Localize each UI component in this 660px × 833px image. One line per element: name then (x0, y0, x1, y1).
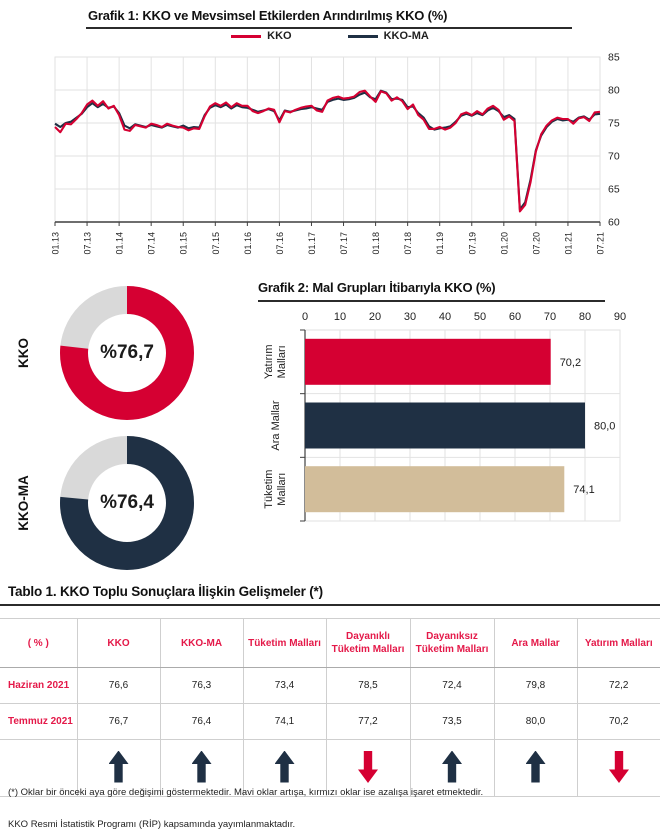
svg-text:07.20: 07.20 (531, 232, 542, 255)
grafik1-legend (0, 30, 660, 42)
mal-gruplari-bar-chart (255, 306, 660, 541)
svg-text:75: 75 (608, 117, 620, 130)
svg-text:20: 20 (368, 311, 382, 323)
kko-line-chart (0, 48, 660, 264)
trend-arrow-icon (109, 751, 129, 783)
svg-text:0: 0 (301, 311, 309, 323)
col-header-pct: ( % ) (0, 619, 77, 668)
svg-text:01.13: 01.13 (50, 232, 61, 255)
cell-temmuz-yatirim: 70,2 (577, 704, 660, 740)
trend-arrow-icon (609, 751, 629, 783)
row-label-temmuz: Temmuz 2021 (0, 704, 77, 740)
footnote-arrows: (*) Oklar bir önceki aya göre değişimi göstermektedir. Mavi oklar artışa, kırmızı oklar ise azalışa işaret etmektedir. (8, 787, 484, 798)
legend-label-kko-ma: KKO-MA (383, 30, 429, 42)
svg-text:01.15: 01.15 (178, 232, 189, 255)
svg-text:07.15: 07.15 (210, 232, 221, 255)
svg-text:07.16: 07.16 (274, 232, 285, 255)
svg-text:Malları: Malları (276, 345, 288, 379)
col-header-ara: Ara Mallar (494, 619, 577, 668)
svg-text:07.14: 07.14 (146, 232, 157, 255)
table-title-rule (0, 604, 660, 606)
svg-text:50: 50 (473, 311, 487, 323)
svg-text:Tüketim: Tüketim (263, 469, 275, 509)
table-row (0, 704, 660, 740)
donut-kko-ma (52, 428, 202, 578)
kko-summary-table (0, 618, 660, 797)
legend-item-kko (231, 30, 291, 42)
svg-text:40: 40 (438, 311, 452, 323)
legend-label-kko: KKO (267, 30, 292, 42)
trend-arrow-icon (442, 751, 462, 783)
trend-arrow-icon (526, 751, 546, 783)
cell-temmuz-kko-ma: 76,4 (160, 704, 243, 740)
svg-text:80: 80 (578, 311, 592, 323)
svg-text:60: 60 (508, 311, 522, 323)
svg-text:70,2: 70,2 (559, 356, 582, 369)
legend-item-kko-ma (348, 30, 429, 42)
svg-text:10: 10 (333, 311, 347, 323)
svg-text:Ara Mallar: Ara Mallar (270, 400, 282, 451)
svg-text:90: 90 (613, 311, 627, 323)
kko-line-swatch-icon (231, 35, 261, 38)
col-header-tuketim: Tüketim Malları (243, 619, 326, 668)
svg-text:Malları: Malları (276, 472, 288, 506)
donut-kko-value: %76,7 (100, 342, 154, 363)
cell-haziran-yatirim: 72,2 (577, 668, 660, 704)
table-header-row (0, 619, 660, 668)
svg-text:07.19: 07.19 (467, 232, 478, 255)
cell-temmuz-kko: 76,7 (77, 704, 160, 740)
donut-kko-ma-axis-label: KKO-MA (16, 475, 31, 531)
cell-haziran-ara: 79,8 (494, 668, 577, 704)
cell-haziran-dayanikli: 78,5 (326, 668, 410, 704)
col-header-yatirim: Yatırım Malları (577, 619, 660, 668)
svg-text:07.13: 07.13 (82, 232, 93, 255)
svg-text:07.17: 07.17 (339, 232, 350, 255)
svg-text:80: 80 (608, 84, 620, 97)
svg-text:65: 65 (608, 183, 620, 196)
cell-haziran-dayaniksiz: 72,4 (410, 668, 494, 704)
grafik1-title-rule (86, 27, 572, 29)
grafik1-title: Grafik 1: KKO ve Mevsimsel Etkilerden Arındırılmış KKO (%) (88, 8, 448, 23)
col-header-dayanikli: Dayanıklı Tüketim Malları (326, 619, 410, 668)
svg-text:Yatırım: Yatırım (263, 344, 275, 380)
trend-arrow-icon (358, 751, 378, 783)
svg-text:01.19: 01.19 (435, 232, 446, 255)
svg-text:30: 30 (403, 311, 417, 323)
svg-text:74,1: 74,1 (573, 484, 595, 497)
svg-text:70: 70 (543, 311, 557, 323)
cell-haziran-kko: 76,6 (77, 668, 160, 704)
donut-kko-ma-value: %76,4 (100, 492, 154, 513)
svg-text:80,0: 80,0 (594, 420, 616, 433)
row-label-haziran: Haziran 2021 (0, 668, 77, 704)
trend-arrow-icon (275, 751, 295, 783)
svg-text:07.21: 07.21 (595, 232, 606, 255)
svg-text:01.21: 01.21 (563, 232, 574, 255)
grafik2-title: Grafik 2: Mal Grupları İtibarıyla KKO (%) (258, 280, 496, 295)
svg-text:01.20: 01.20 (499, 231, 510, 255)
cell-temmuz-ara: 80,0 (494, 704, 577, 740)
cell-haziran-tuketim: 73,4 (243, 668, 326, 704)
col-header-kko: KKO (77, 619, 160, 668)
svg-text:01.18: 01.18 (371, 232, 382, 255)
donut-kko (52, 278, 202, 428)
kko-ma-line-swatch-icon (348, 35, 378, 38)
cell-temmuz-dayanikli: 77,2 (326, 704, 410, 740)
footnote-rip: KKO Resmi İstatistik Programı (RİP) kapsamında yayımlanmaktadır. (8, 819, 296, 830)
cell-temmuz-tuketim: 74,1 (243, 704, 326, 740)
cell-temmuz-dayaniksiz: 73,5 (410, 704, 494, 740)
svg-text:01.17: 01.17 (306, 232, 317, 255)
grafik2-title-rule (258, 300, 605, 302)
svg-text:60: 60 (608, 216, 620, 229)
trend-arrow-icon (192, 751, 212, 783)
svg-text:07.18: 07.18 (403, 232, 414, 255)
svg-text:01.16: 01.16 (242, 232, 253, 255)
svg-text:01.14: 01.14 (114, 232, 125, 255)
col-header-dayaniksiz: Dayanıksız Tüketim Malları (410, 619, 494, 668)
cell-haziran-kko-ma: 76,3 (160, 668, 243, 704)
svg-text:85: 85 (608, 51, 620, 64)
table-row (0, 668, 660, 704)
table-title: Tablo 1. KKO Toplu Sonuçlara İlişkin Gelişmeler (*) (8, 584, 323, 599)
donut-kko-axis-label: KKO (16, 338, 31, 368)
col-header-kko-ma: KKO-MA (160, 619, 243, 668)
svg-text:70: 70 (608, 150, 620, 163)
